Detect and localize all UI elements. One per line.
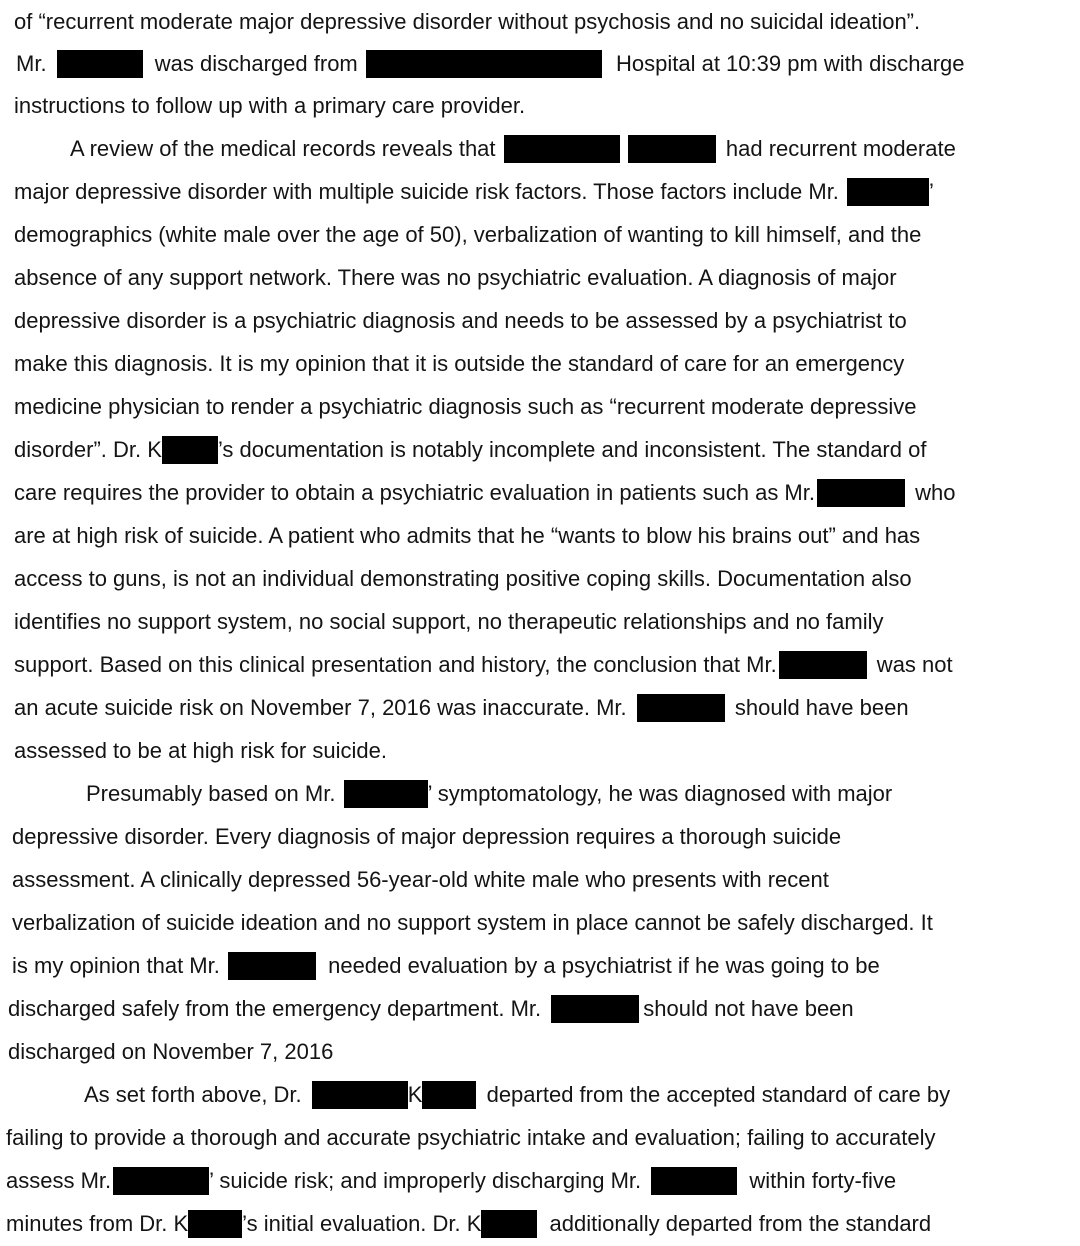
text: A review of the medical records reveals that — [70, 136, 502, 161]
redaction-block — [162, 436, 218, 464]
text: assessment. A clinically depressed 56-year-old white male who presents with recent — [12, 867, 829, 892]
redaction-block — [366, 50, 602, 78]
text-line — [8, 1038, 333, 1066]
text: who — [908, 480, 956, 505]
text: was discharged from — [148, 51, 364, 76]
text-line — [14, 92, 525, 120]
redaction-block — [312, 1081, 408, 1109]
text-line — [12, 909, 933, 937]
text: demographics (white male over the age of 50), verbalization of wanting to kill himself, and the — [14, 222, 922, 247]
text: had recurrent moderate — [719, 136, 956, 161]
text-line — [14, 221, 921, 249]
redaction-block — [628, 135, 716, 163]
text: minutes from Dr. K — [6, 1211, 189, 1236]
text: within forty-five — [743, 1168, 897, 1193]
redaction-block — [188, 1210, 242, 1238]
redaction-block — [344, 780, 428, 808]
text-line — [12, 866, 829, 894]
text-line — [14, 8, 920, 36]
text-line — [12, 952, 880, 980]
redaction-block — [504, 135, 620, 163]
text: ’s documentation is notably incomplete and inconsistent. The standard of — [217, 437, 927, 462]
text: departed from the accepted standard of care by — [480, 1082, 951, 1107]
text-line — [14, 393, 916, 421]
text-line — [70, 135, 956, 163]
text: assess Mr. — [6, 1168, 112, 1193]
text: ’s initial evaluation. Dr. K — [242, 1211, 482, 1236]
text-line — [14, 737, 387, 765]
text: depressive disorder is a psychiatric diagnosis and needs to be assessed by a psychiatrist to — [14, 308, 907, 333]
text: depressive disorder. Every diagnosis of major depression requires a thorough suicide — [12, 824, 842, 849]
text: major depressive disorder with multiple suicide risk factors. Those factors include Mr. — [14, 179, 846, 204]
text: Mr. — [16, 51, 53, 76]
text: failing to provide a thorough and accurate psychiatric intake and evaluation; failing to accurately — [6, 1125, 936, 1150]
redaction-block — [422, 1081, 476, 1109]
redaction-block — [113, 1167, 209, 1195]
text: instructions to follow up with a primary care provider. — [14, 93, 526, 118]
text: was not — [870, 652, 953, 677]
text-line — [12, 823, 841, 851]
text-line — [14, 307, 907, 335]
text: ’ — [929, 179, 934, 204]
text: support. Based on this clinical presentation and history, the conclusion that Mr. — [14, 652, 777, 677]
text: absence of any support network. There was no psychiatric evaluation. A diagnosis of major — [14, 265, 897, 290]
text: Hospital at 10:39 pm with discharge — [609, 51, 965, 76]
text: identifies no support system, no social support, no therapeutic relationships and no family — [14, 609, 884, 634]
text: of “recurrent moderate major depressive disorder without psychosis and no suicidal ideation”. — [14, 9, 921, 34]
text-line — [8, 995, 854, 1023]
redaction-block — [817, 479, 905, 507]
redaction-block — [637, 694, 725, 722]
text: is my opinion that Mr. — [12, 953, 226, 978]
text-line — [16, 50, 965, 78]
text: additionally departed from the standard — [543, 1211, 932, 1236]
text-line — [14, 565, 912, 593]
text: should have been — [728, 695, 909, 720]
text-line — [6, 1167, 896, 1195]
text-line — [14, 694, 909, 722]
text-line — [14, 522, 920, 550]
text-line — [86, 780, 892, 808]
text-line — [14, 651, 953, 679]
text-line — [14, 350, 904, 378]
text-line — [6, 1124, 935, 1152]
redaction-block — [779, 651, 867, 679]
redaction-block — [228, 952, 316, 980]
text-line — [14, 436, 926, 464]
text: As set forth above, Dr. — [84, 1082, 308, 1107]
redaction-block — [651, 1167, 737, 1195]
text: K — [407, 1082, 423, 1107]
text: discharged on November 7, 2016 — [8, 1039, 334, 1064]
text: should not have been — [643, 996, 854, 1021]
text: Presumably based on Mr. — [86, 781, 342, 806]
text: an acute suicide risk on November 7, 2016 was inaccurate. Mr. — [14, 695, 633, 720]
text-line — [14, 479, 955, 507]
text: needed evaluation by a psychiatrist if he was going to be — [321, 953, 880, 978]
text-line — [6, 1210, 931, 1238]
text: verbalization of suicide ideation and no support system in place cannot be safely discharged. It — [12, 910, 933, 935]
text-line — [14, 608, 883, 636]
text: care requires the provider to obtain a psychiatric evaluation in patients such as Mr. — [14, 480, 815, 505]
text: ’ suicide risk; and improperly discharging Mr. — [209, 1168, 648, 1193]
text-line — [14, 264, 897, 292]
text: assessed to be at high risk for suicide. — [14, 738, 387, 763]
redaction-block — [847, 178, 929, 206]
redaction-block — [481, 1210, 537, 1238]
text-line — [84, 1081, 950, 1109]
text: make this diagnosis. It is my opinion that it is outside the standard of care for an emergency — [14, 351, 905, 376]
text-line — [14, 178, 934, 206]
redaction-block — [551, 995, 639, 1023]
text: medicine physician to render a psychiatric diagnosis such as “recurrent moderate depressive — [14, 394, 917, 419]
text: discharged safely from the emergency department. Mr. — [8, 996, 548, 1021]
text: disorder”. Dr. K — [14, 437, 162, 462]
text: are at high risk of suicide. A patient who admits that he “wants to blow his brains out” and has — [14, 523, 921, 548]
redaction-block — [57, 50, 143, 78]
text: ’ symptomatology, he was diagnosed with major — [427, 781, 893, 806]
text: access to guns, is not an individual demonstrating positive coping skills. Documentation also — [14, 566, 912, 591]
